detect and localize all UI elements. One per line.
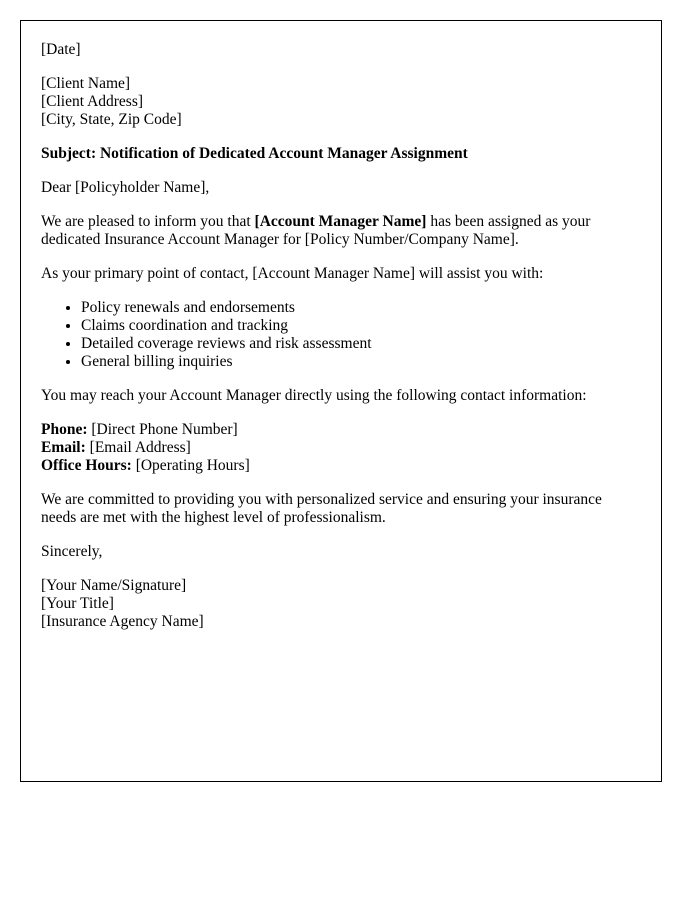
letter-page <box>20 20 662 782</box>
signature-block <box>41 577 641 631</box>
closing: Sincerely, <box>41 543 103 560</box>
signer-title: [Your Title] <box>41 595 114 612</box>
signer-name: [Your Name/Signature] <box>41 577 187 594</box>
phone-label: Phone: <box>41 421 88 438</box>
intro-text-before: We are pleased to inform you that <box>41 213 255 230</box>
commitment-paragraph: We are committed to providing you with personalized service and ensuring your insurance needs are met with the highest level of professionalism. <box>41 491 602 526</box>
email-line <box>41 439 641 457</box>
list-item: • Policy renewals and endorsements <box>81 299 641 317</box>
client-address: [Client Address] <box>41 93 144 110</box>
letter-date: [Date] <box>41 41 81 58</box>
account-manager-name: [Account Manager Name] <box>254 213 427 230</box>
office-hours-line <box>41 457 641 475</box>
intro-text-after: has been assigned as your dedicated Insurance Account Manager for [Policy Number/Company Name]. <box>41 213 591 248</box>
services-list <box>41 299 641 371</box>
email-value: [Email Address] <box>85 439 191 456</box>
office-hours-label: Office Hours: <box>41 457 132 474</box>
contact-intro: You may reach your Account Manager directly using the following contact information: <box>41 387 587 404</box>
phone-value: [Direct Phone Number] <box>87 421 238 438</box>
list-item: • General billing inquiries <box>81 353 641 371</box>
phone-line <box>41 421 641 439</box>
list-item: • Detailed coverage reviews and risk assessment <box>81 335 641 353</box>
list-item: • Claims coordination and tracking <box>81 317 641 335</box>
client-name: [Client Name] <box>41 75 131 92</box>
salutation: Dear [Policyholder Name], <box>41 179 210 196</box>
letter-subject: Subject: Notification of Dedicated Account Manager Assignment <box>41 145 468 162</box>
contact-info-block <box>41 421 641 475</box>
intro-paragraph <box>41 213 641 249</box>
office-hours-value: [Operating Hours] <box>131 457 250 474</box>
agency-name: [Insurance Agency Name] <box>41 613 204 630</box>
services-intro: As your primary point of contact, [Account Manager Name] will assist you with: <box>41 265 544 282</box>
recipient-address-block <box>41 75 641 129</box>
client-city-line: [City, State, Zip Code] <box>41 111 182 128</box>
email-label: Email: <box>41 439 86 456</box>
